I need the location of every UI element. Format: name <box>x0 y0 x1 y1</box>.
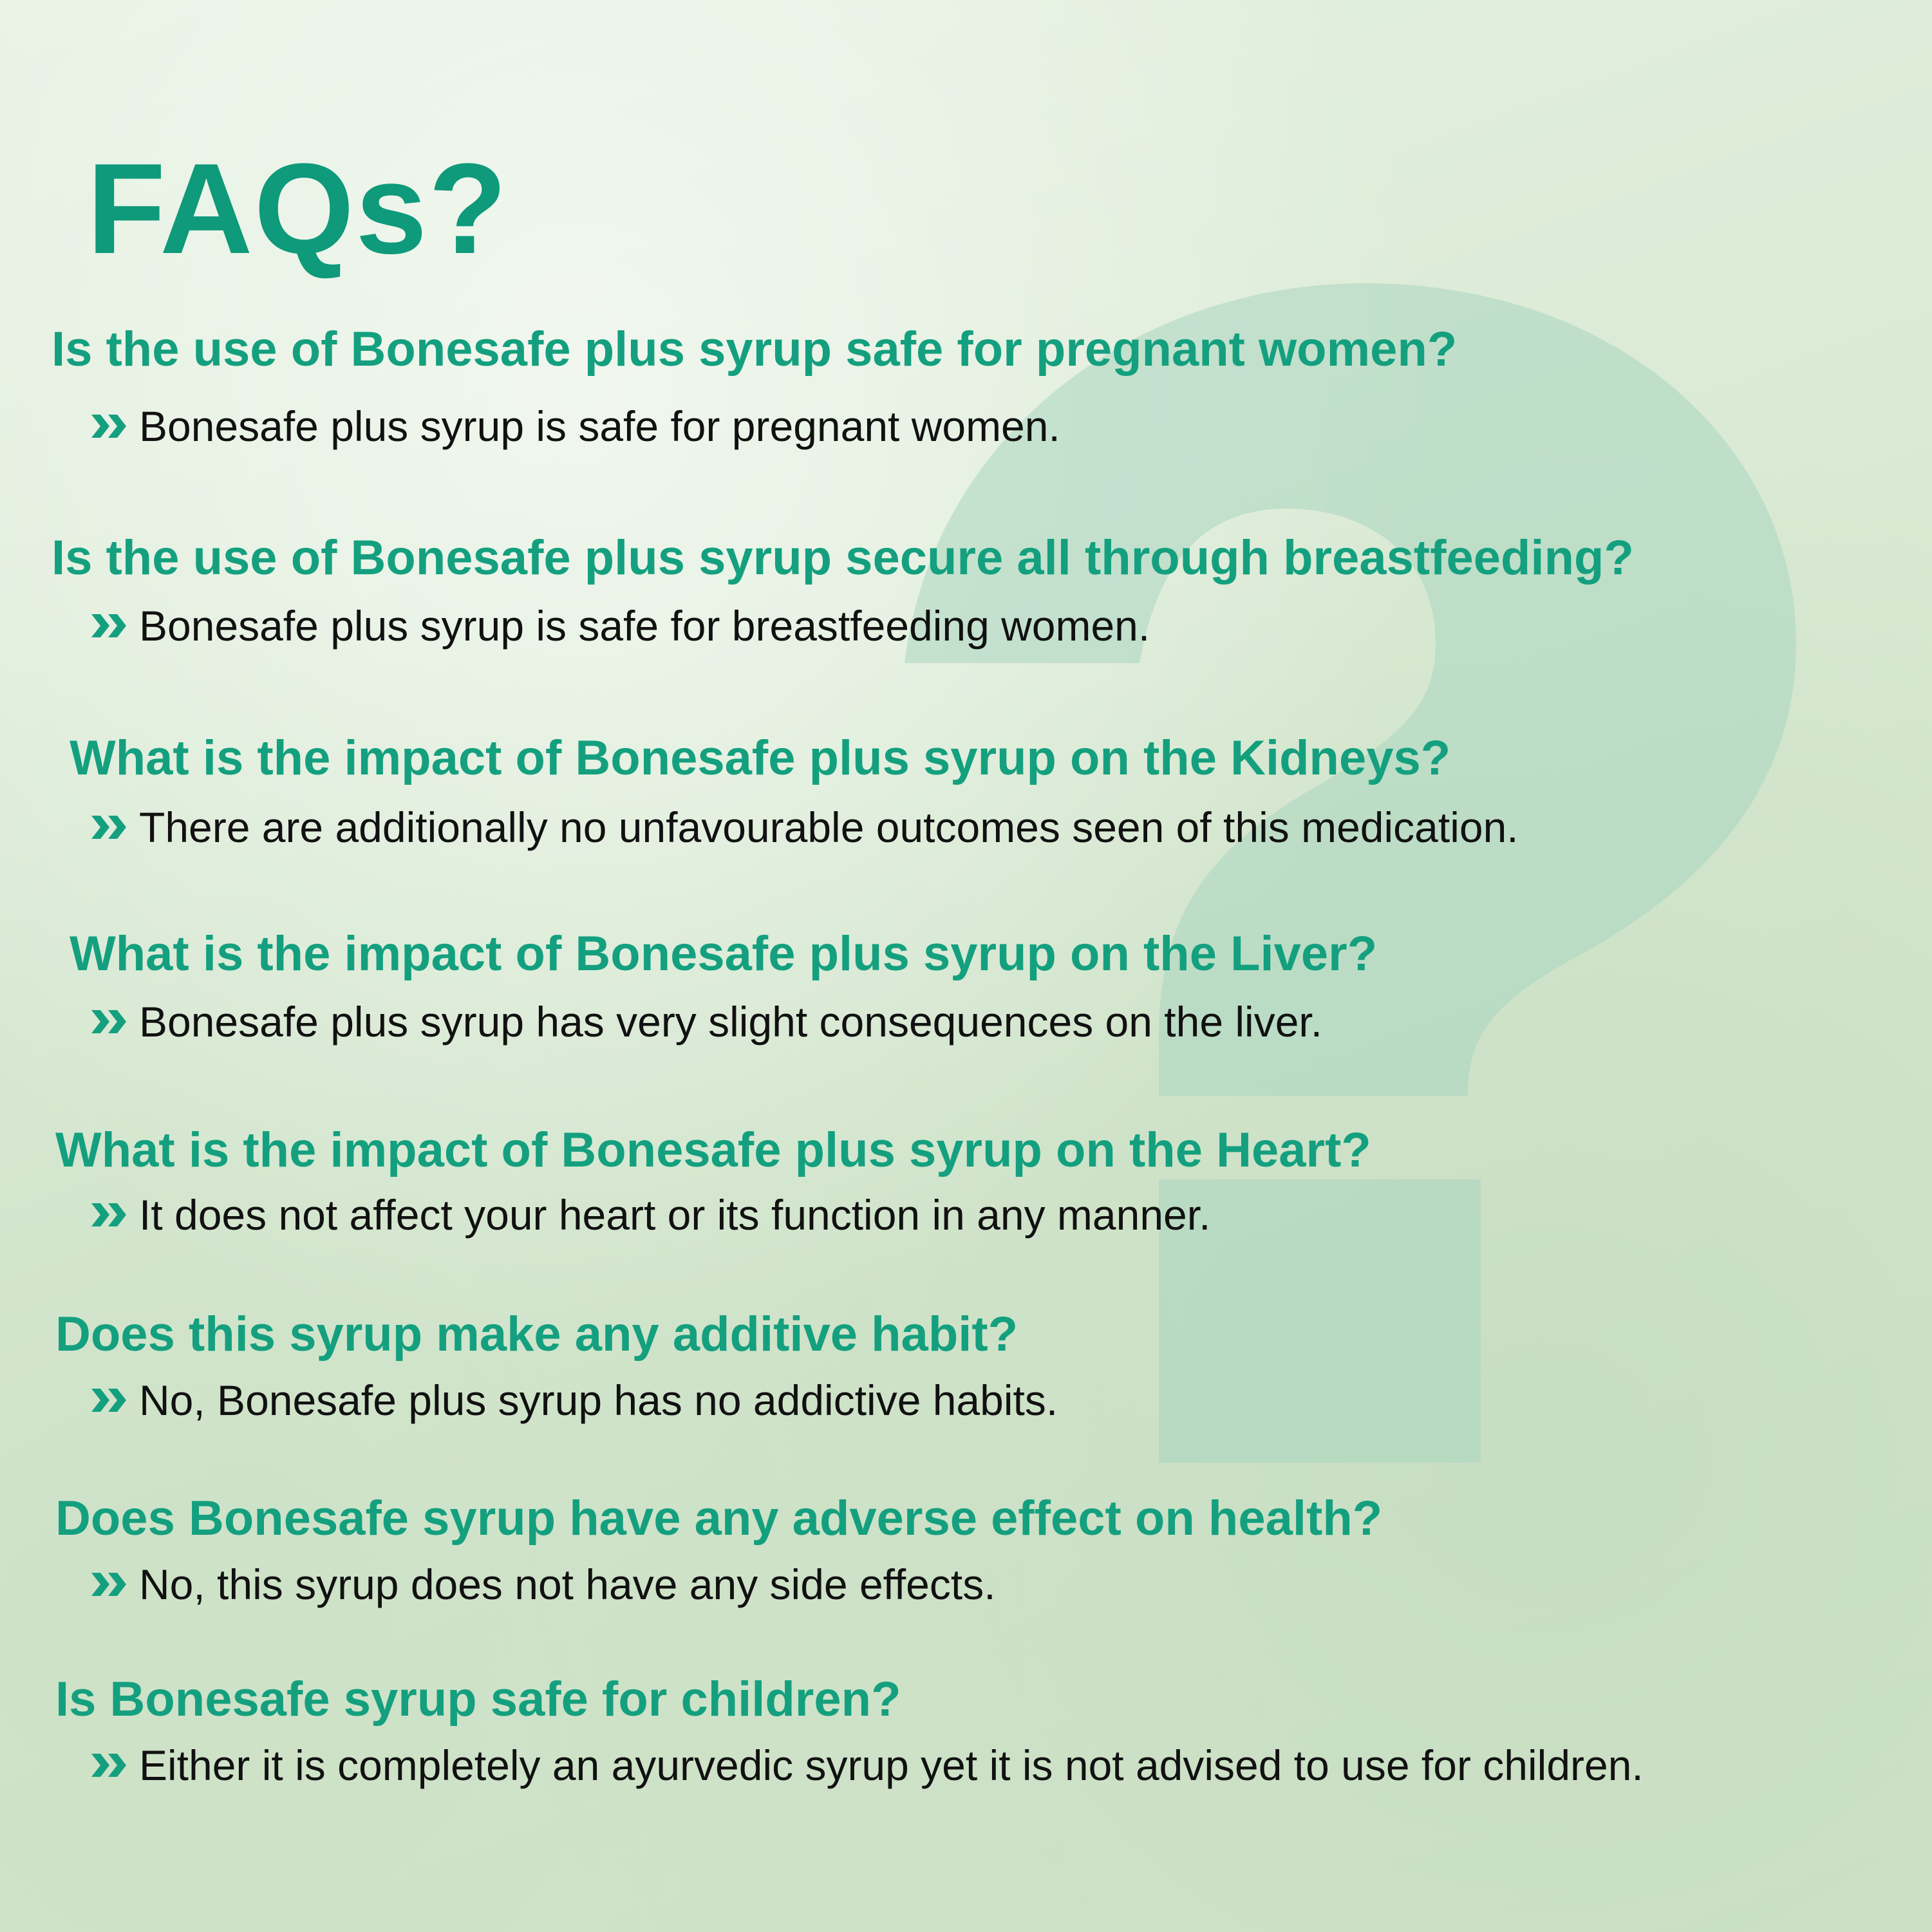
faq-question: Is the use of Bonesafe plus syrup safe for pregnant women? <box>52 322 1458 377</box>
faq-question: What is the impact of Bonesafe plus syrup on the Liver? <box>70 926 1378 981</box>
faq-question: Is the use of Bonesafe plus syrup secure all through breastfeeding? <box>52 530 1634 585</box>
faq-answer-text: No, this syrup does not have any side effects. <box>139 1561 996 1608</box>
double-chevron-right-icon <box>90 1386 130 1414</box>
double-chevron-right-icon <box>90 412 130 440</box>
double-chevron-right-icon <box>90 1751 130 1779</box>
faq-answer-text: It does not affect your heart or its function in any manner. <box>139 1191 1211 1239</box>
faq-answer <box>90 1740 1644 1791</box>
double-chevron-right-icon <box>90 1008 130 1036</box>
faq-answer <box>90 1189 1210 1241</box>
faq-answer <box>90 1559 996 1610</box>
faq-answer <box>90 1374 1058 1426</box>
faq-answer-text: Either it is completely an ayurvedic syrup yet it is not advised to use for children. <box>139 1741 1644 1789</box>
faq-answer-text: Bonesafe plus syrup is safe for breastfeeding women. <box>139 602 1150 650</box>
faq-answer <box>90 600 1150 652</box>
faq-answer <box>90 996 1322 1047</box>
faq-answer-text: Bonesafe plus syrup is safe for pregnant women. <box>139 402 1060 450</box>
faq-question: What is the impact of Bonesafe plus syrup on the Kidneys? <box>70 731 1451 785</box>
faq-answer <box>90 400 1060 452</box>
double-chevron-right-icon <box>90 612 130 640</box>
faq-question: Does this syrup make any additive habit? <box>55 1307 1018 1362</box>
double-chevron-right-icon <box>90 1570 130 1599</box>
faq-answer-text: No, Bonesafe plus syrup has no addictive habits. <box>139 1376 1058 1424</box>
double-chevron-right-icon <box>90 813 130 841</box>
faq-answer-text: Bonesafe plus syrup has very slight consequences on the liver. <box>139 998 1323 1046</box>
faq-answer <box>90 802 1519 853</box>
faq-question: Does Bonesafe syrup have any adverse effect on health? <box>55 1491 1383 1546</box>
double-chevron-right-icon <box>90 1201 130 1229</box>
faq-question: Is Bonesafe syrup safe for children? <box>55 1672 901 1727</box>
faq-answer-text: There are additionally no unfavourable outcomes seen of this medication. <box>139 803 1519 851</box>
faq-question: What is the impact of Bonesafe plus syrup on the Heart? <box>55 1123 1371 1177</box>
page-title: FAQs? <box>87 137 509 281</box>
